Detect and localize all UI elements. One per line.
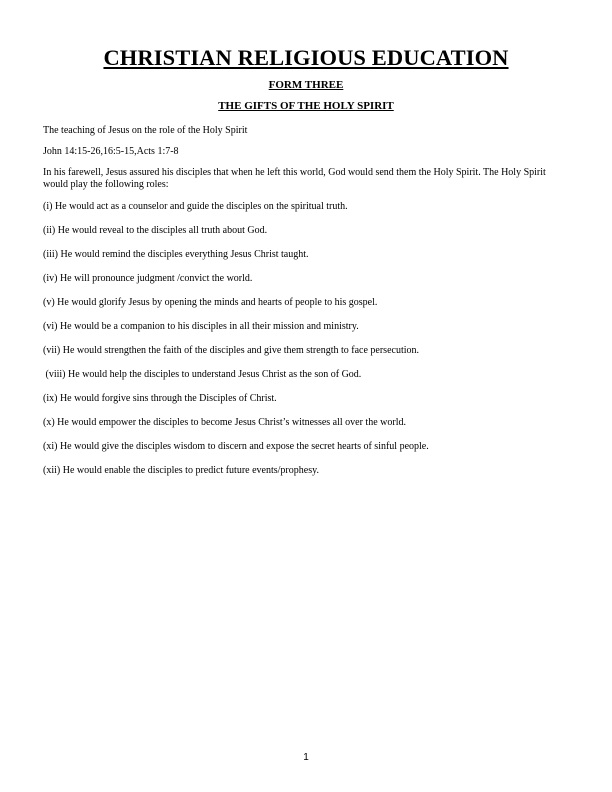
- list-item: (v) He would glorify Jesus by opening the minds and hearts of people to his gospel.: [43, 297, 378, 308]
- list-item: (iii) He would remind the disciples everything Jesus Christ taught.: [43, 249, 309, 260]
- intro-paragraph: In his farewell, Jesus assured his disciples that when he left this world, God would send them the Holy Spirit. The Holy Spirit would play the following roles:: [43, 167, 546, 190]
- roles-list: [43, 201, 573, 489]
- list-item: (xi) He would give the disciples wisdom to discern and expose the secret hearts of sinful people.: [43, 441, 429, 452]
- intro-heading: The teaching of Jesus on the role of the Holy Spirit: [43, 125, 248, 136]
- list-item: (ix) He would forgive sins through the Disciples of Christ.: [43, 393, 277, 404]
- list-item: (iv) He will pronounce judgment /convict the world.: [43, 273, 253, 284]
- list-item: (vi) He would be a companion to his disciples in all their mission and ministry.: [43, 321, 359, 332]
- topic-heading: THE GIFTS OF THE HOLY SPIRIT: [218, 100, 394, 112]
- list-item: (vii) He would strengthen the faith of the disciples and give them strength to face persecution.: [43, 345, 420, 356]
- list-item: (x) He would empower the disciples to become Jesus Christ’s witnesses all over the world.: [43, 417, 406, 428]
- page-title: CHRISTIAN RELIGIOUS EDUCATION: [103, 45, 509, 70]
- list-item: (viii) He would help the disciples to understand Jesus Christ as the son of God.: [43, 369, 362, 380]
- page-number: 1: [303, 752, 309, 763]
- list-item: (xii) He would enable the disciples to predict future events/prophesy.: [43, 465, 319, 476]
- form-level-heading: FORM THREE: [268, 79, 344, 91]
- scripture-references: John 14:15-26,16:5-15,Acts 1:7-8: [43, 146, 179, 157]
- list-item: (i) He would act as a counselor and guide the disciples on the spiritual truth.: [43, 201, 348, 212]
- list-item: (ii) He would reveal to the disciples all truth about God.: [43, 225, 268, 236]
